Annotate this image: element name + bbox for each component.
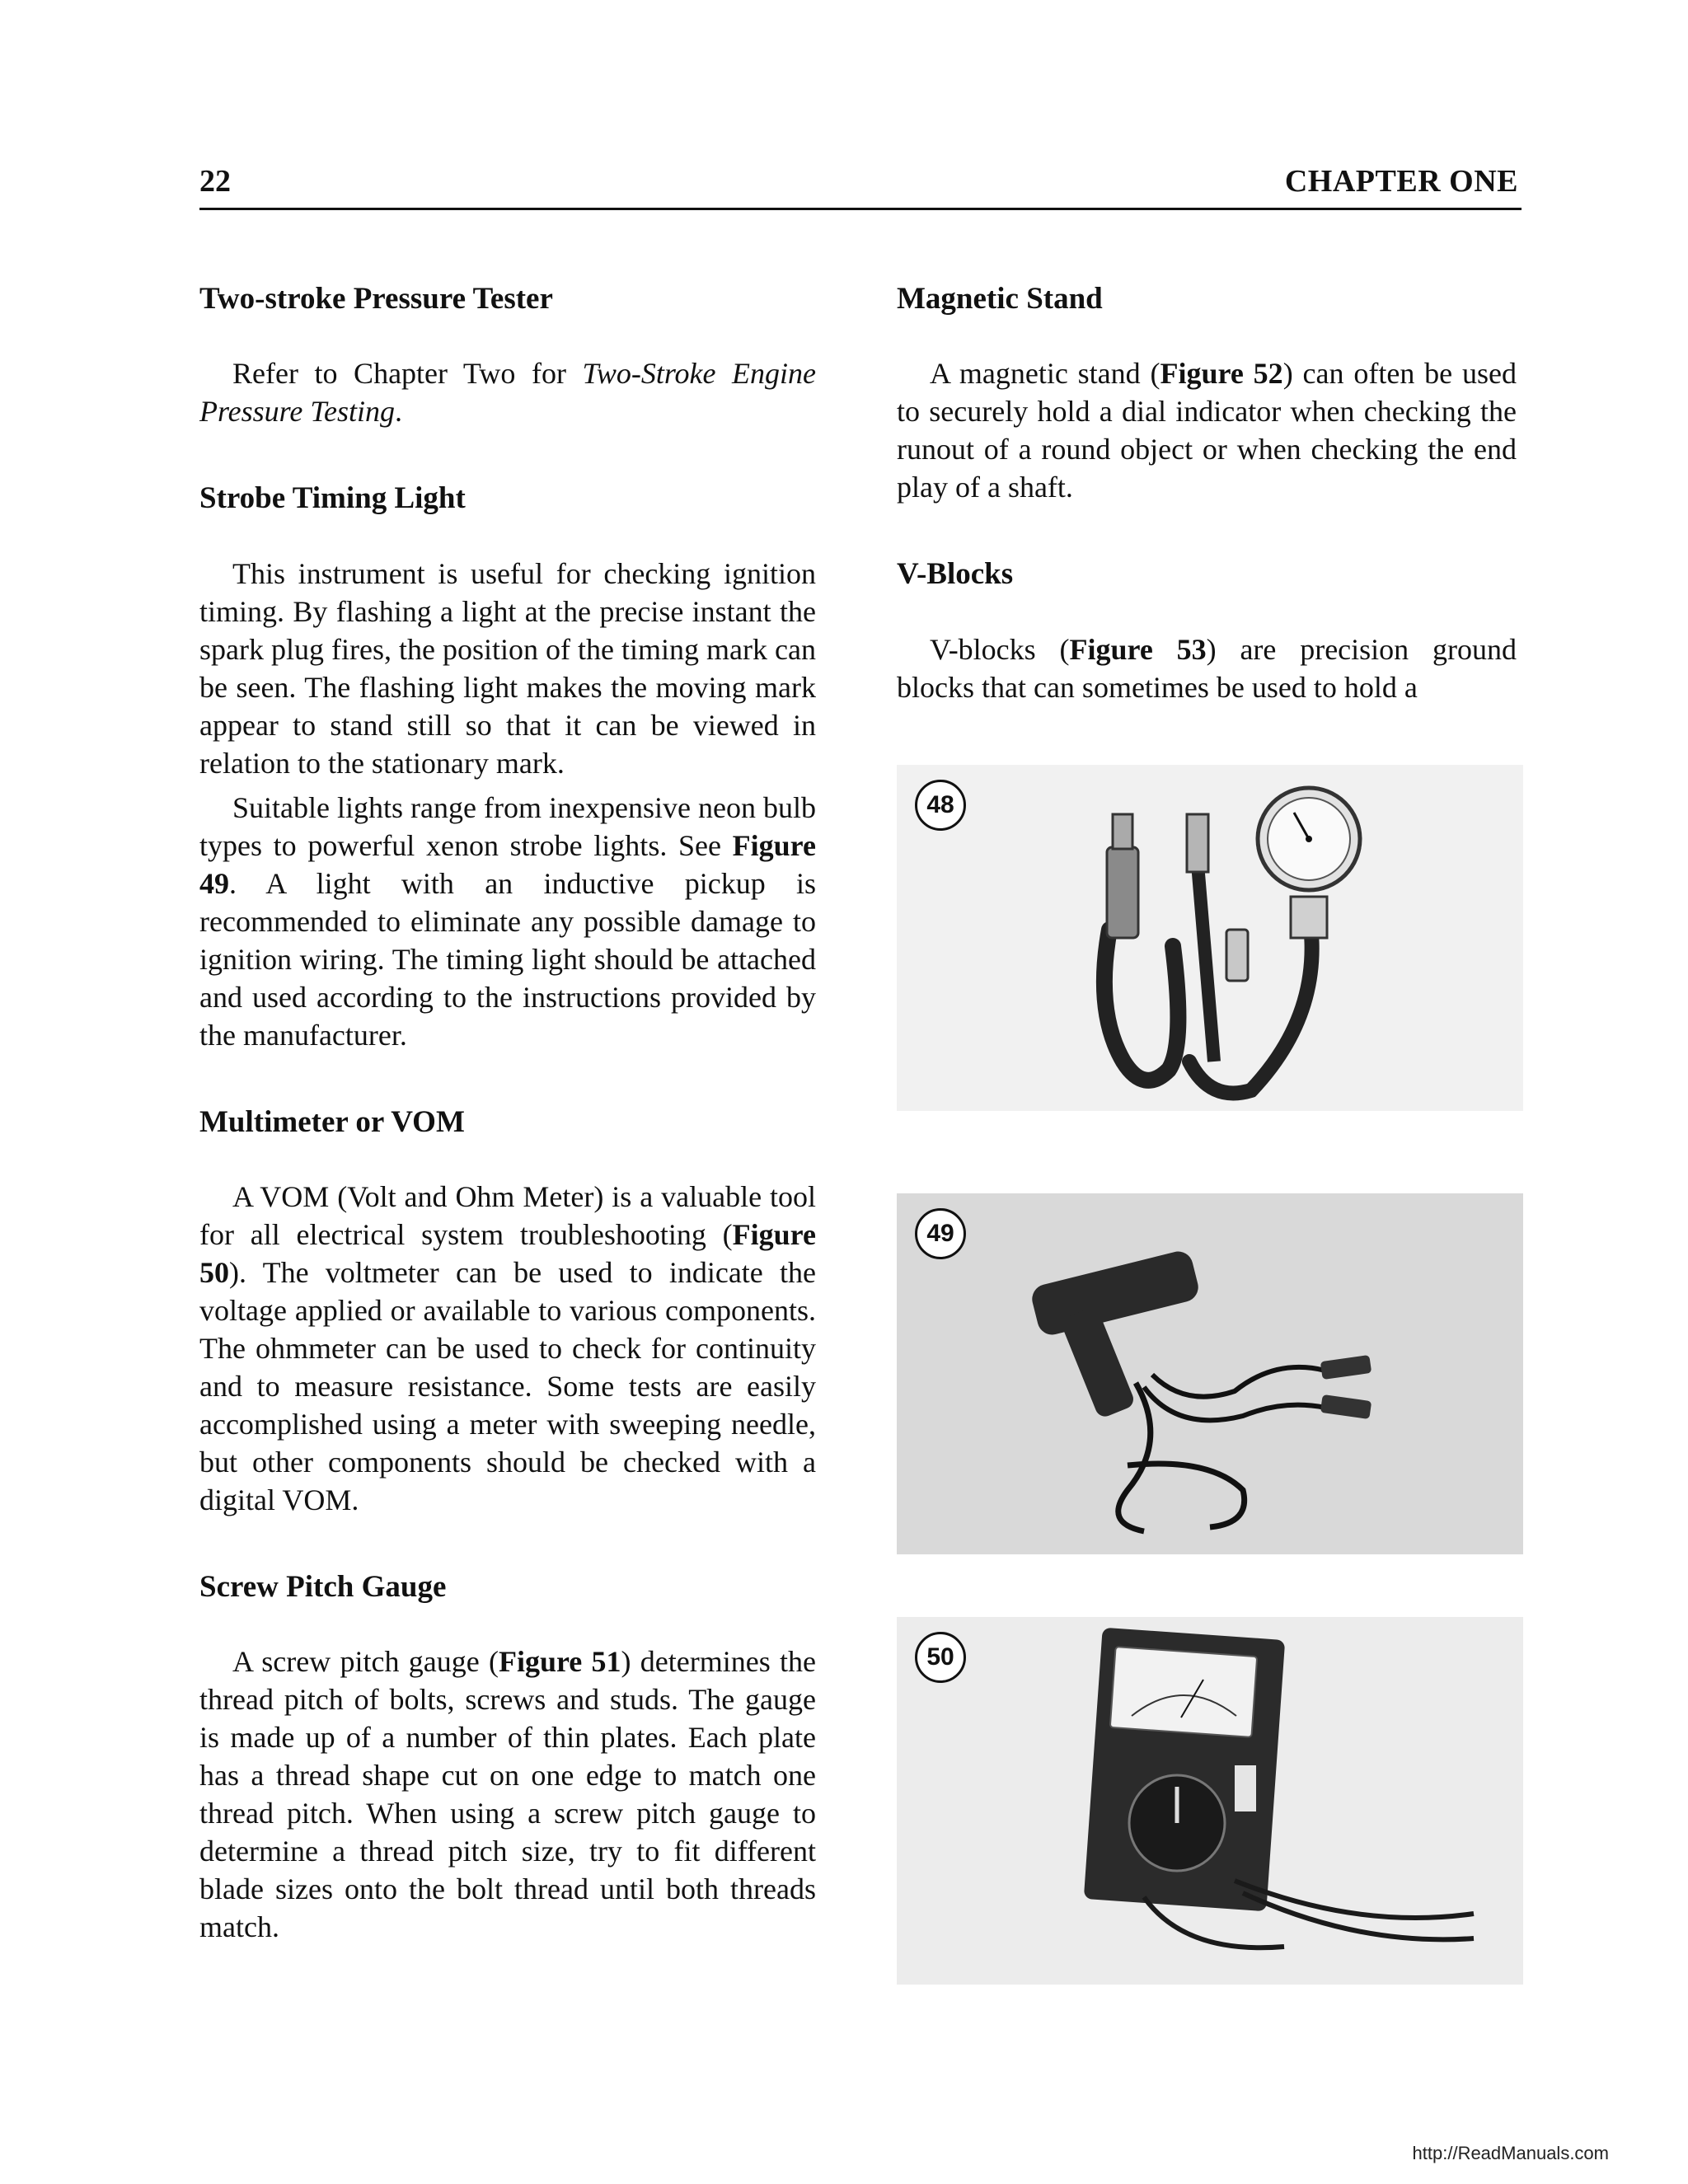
figure-number-50-badge: 50 (915, 1632, 966, 1683)
pressure-gauge-illustration (897, 765, 1523, 1111)
paragraph-multimeter: A VOM (Volt and Ohm Meter) is a valuable tool for all electrical system troubleshooting (Figure 50). The voltmeter can be used to indicate the voltage applied or available to various components. The ohmmeter can be used to check for continuity and to measure resistance. Some tests are easily accomplished using a meter with sweeping needle, but other components should be checked with a digital VOM. (199, 1179, 816, 1516)
figure-50-multimeter-photo (897, 1617, 1523, 1985)
paragraph-strobe-1: This instrument is useful for checking ignition timing. By flashing a light at the precise instant the spark plug fires, the position of the timing mark can be seen. The flashing light makes the moving mark appear to stand still so that it can be viewed in relation to the stationary mark. (199, 556, 816, 780)
heading-v-blocks: V-Blocks (897, 557, 1014, 592)
paragraph-screw-pitch: A screw pitch gauge (Figure 51) determines the thread pitch of bolts, screws and studs. The gauge is made up of a number of thin plates. Each plate has a thread shape cut on one edge to match one thread pitch. When using a screw pitch gauge to determine a thread pitch size, try to fit different blade sizes onto the bolt thread until both threads match. (199, 1645, 816, 1943)
heading-multimeter-or-vom: Multimeter or VOM (199, 1104, 465, 1139)
figure-number-48-badge: 48 (915, 780, 966, 831)
figure-ref-52: Figure 52 (1160, 357, 1283, 391)
paragraph-magnetic-stand: A magnetic stand (Figure 52) can often be used to securely hold a dial indicator when checking the runout of a round object or when checking the end play of a shaft. (897, 357, 1517, 504)
paragraph-v-blocks: V-blocks (Figure 53) are precision ground blocks that can sometimes be used to hold a (897, 632, 1517, 704)
figure-49-timing-light-photo (897, 1193, 1523, 1554)
paragraph-strobe-2: Suitable lights range from inexpensive neon bulb types to powerful xenon strobe lights. See Figure 49. A light with an inductive pickup is recommended to eliminate any possible damage to ignition wiring. The timing light should be attached and used according to the instructions provided by the manufacturer. (199, 790, 816, 1052)
figure-ref-51: Figure 51 (498, 1645, 621, 1678)
header-rule (199, 208, 1522, 210)
multimeter-illustration (897, 1617, 1523, 1985)
footer-url: http://ReadManuals.com (1412, 2143, 1609, 2163)
paragraph-pressure-tester: Refer to Chapter Two for Two-Stroke Engine Pressure Testing. (199, 357, 816, 429)
figure-ref-53: Figure 53 (1069, 632, 1207, 666)
left-column (199, 280, 816, 1946)
right-column (897, 280, 1517, 706)
figure-number-49-badge: 49 (915, 1208, 966, 1259)
timing-light-illustration (897, 1193, 1523, 1554)
chapter-title: CHAPTER ONE (1284, 164, 1518, 199)
heading-magnetic-stand: Magnetic Stand (897, 282, 1103, 316)
figure-ref-50: Figure 50 (199, 1217, 816, 1289)
figure-ref-49: Figure 49 (199, 828, 816, 900)
heading-strobe-timing-light: Strobe Timing Light (199, 481, 466, 516)
heading-two-stroke-pressure-tester: Two-stroke Pressure Tester (199, 282, 553, 316)
page-number: 22 (199, 164, 231, 199)
heading-screw-pitch-gauge: Screw Pitch Gauge (199, 1569, 447, 1604)
figure-48-pressure-gauge-photo (897, 765, 1523, 1111)
